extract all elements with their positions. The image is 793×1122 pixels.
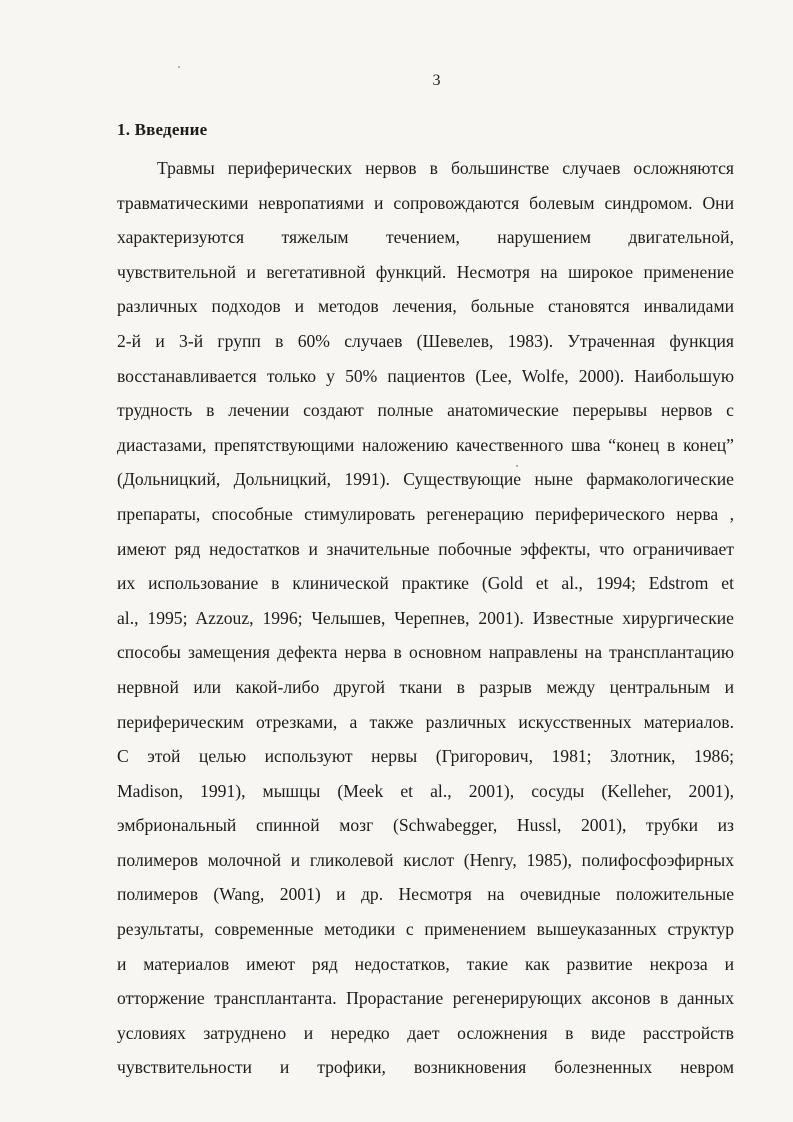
text-line: Madison, 1991), мышцы (Meek et al., 2001), сосуды (Kelleher, 2001),: [117, 780, 734, 801]
text-line: полимеров (Wang, 2001) и др. Несмотря на очевидные положительные: [117, 884, 734, 905]
text-line: условиях затруднено и нередко дает осложнения в виде расстройств: [117, 1022, 734, 1043]
text-line: (Дольницкий, Дольницкий, 1991). Существующие ныне фармакологические: [117, 469, 734, 490]
text-line: 2-й и 3-й групп в 60% случаев (Шевелев, 1983). Утраченная функция: [117, 330, 734, 351]
text-line: имеют ряд недостатков и значительные побочные эффекты, что ограничивает: [117, 538, 734, 559]
scan-speck: [516, 465, 518, 467]
text-line: периферическим отрезками, а также различных искусственных материалов.: [117, 711, 734, 732]
text-line: и материалов имеют ряд недостатков, такие как развитие некроза и: [117, 953, 734, 974]
text-line: отторжение трансплантанта. Прорастание регенерирующих аксонов в данных: [117, 988, 734, 1009]
text-line: эмбриональный спинной мозг (Schwabegger, Hussl, 2001), трубки из: [117, 815, 734, 836]
text-line: al., 1995; Azzouz, 1996; Челышев, Черепнев, 2001). Известные хирургические: [117, 607, 734, 628]
text-line: чувствительности и трофики, возникновения болезненных невром: [117, 1057, 734, 1078]
scan-speck: [178, 66, 180, 68]
text-line: характеризуются тяжелым течением, нарушением двигательной,: [117, 227, 734, 248]
text-line: препараты, способные стимулировать регенерацию периферического нерва ,: [117, 503, 734, 524]
text-line: нервной или какой-либо другой ткани в разрыв между центральным и: [117, 676, 734, 697]
text-line: полимеров молочной и гликолевой кислот (Henry, 1985), полифосфоэфирных: [117, 849, 734, 870]
text-line: травматическими невропатиями и сопровождаются болевым синдромом. Они: [117, 192, 734, 213]
page-number: 3: [432, 72, 441, 89]
body-paragraph: [117, 155, 734, 1089]
text-line: результаты, современные методики с применением вышеуказанных структур: [117, 919, 734, 940]
text-line: чувствительной и вегетативной функций. Несмотря на широкое применение: [117, 261, 734, 282]
text-line: Травмы периферических нервов в большинстве случаев осложняются: [157, 158, 734, 178]
text-line: восстанавливается только у 50% пациентов (Lee, Wolfe, 2000). Наибольшую: [117, 365, 734, 386]
text-line: их использование в клинической практике (Gold et al., 1994; Edstrom et: [117, 573, 734, 594]
text-line: различных подходов и методов лечения, больные становятся инвалидами: [117, 296, 734, 317]
text-line: трудность в лечении создают полные анатомические перерывы нервов с: [117, 400, 734, 421]
text-line: способы замещения дефекта нерва в основном направлены на трансплантацию: [117, 642, 734, 663]
section-heading: 1. Введение: [117, 120, 208, 139]
text-line: диастазами, препятствующими наложению качественного шва “конец в конец”: [117, 434, 734, 455]
text-line: С этой целью используют нервы (Григорович, 1981; Злотник, 1986;: [117, 746, 734, 767]
